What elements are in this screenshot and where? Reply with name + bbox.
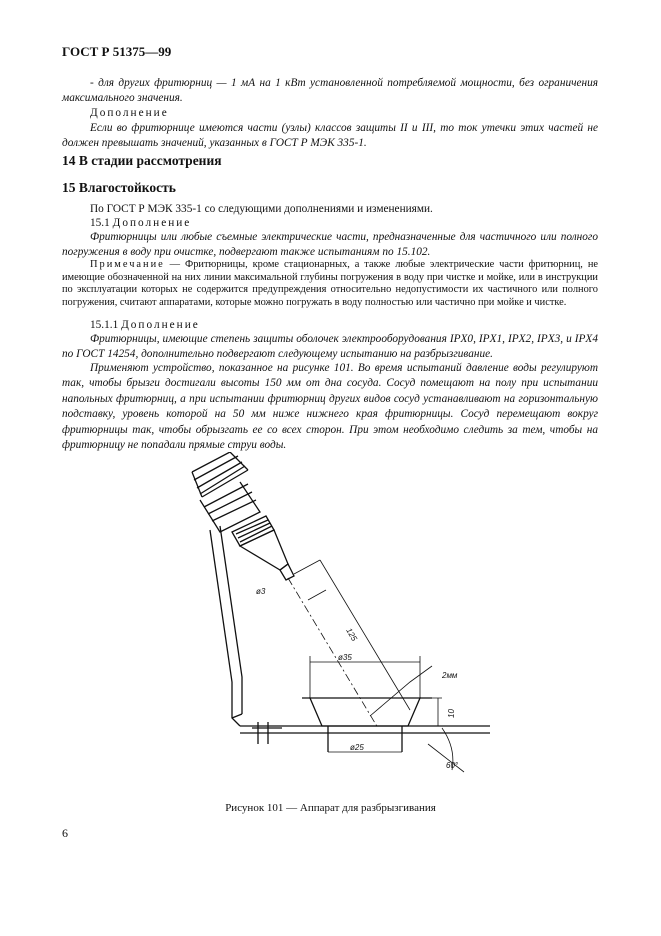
spray-apparatus-figure <box>170 452 510 797</box>
paragraph-ipx: Фритюрницы, имеющие степень защиты оболочек электрооборудования IPX0, IPX1, IPX2, IPX3, и IPX4 по ГОСТ 14254, дополнительно подвергают следующему испытанию на разбрызгивание. <box>62 333 598 360</box>
paragraph-immersion: Фритюрницы или любые съемные электрические части, предназначенные для частичного или полного погружения в воду при очистке, подвергают также испытаниям по 15.102. <box>62 231 598 258</box>
paragraph-intro-15: По ГОСТ Р МЭК 335-1 со следующими дополнениями и изменениями. <box>90 203 433 215</box>
label-length: 125 <box>344 626 359 643</box>
clause-number: 15.1.1 <box>90 319 119 331</box>
page-number: 6 <box>62 826 68 840</box>
paragraph-procedure: Применяют устройство, показанное на рисунке 101. Во время испытаний давление воды регулируют так, чтобы брызги достигали высоты 150 мм от дна сосуда. Сосуд помещают на полу при испытании напольных фритюрниц, а при испытании фритюрниц других видов сосуд устанавливают на горизонтальную подставку, уровень которой на 50 мм ниже нижнего края фритюрницы. Сосуд перемещают вокруг фритюрницы так, чтобы обрызгать ее со всех сторон. При этом необходимо следить за тем, чтобы на фритюрницу не попадали прямые струи воды. <box>62 362 598 452</box>
addition-label: Дополнение <box>90 107 169 119</box>
label-bottom-diameter: ø25 <box>350 743 364 752</box>
figure-caption: Рисунок 101 — Аппарат для разбрызгивания <box>225 802 436 814</box>
label-angle: 60° <box>446 761 459 770</box>
clause-number: 15.1 <box>90 217 110 229</box>
label-height: 10 <box>447 709 456 718</box>
clause-15-1 <box>62 216 598 231</box>
label-top-diameter: ø35 <box>338 653 352 662</box>
label-nozzle-diameter: ø3 <box>256 587 266 596</box>
section-heading-15: 15 Влагостойкость <box>62 180 176 195</box>
note-label: Примечание <box>90 259 165 270</box>
clause-label: Дополнение <box>112 217 192 229</box>
clause-15-1-1 <box>62 318 598 333</box>
clause-label: Дополнение <box>121 319 200 331</box>
note-text: — Фритюрницы, кроме стационарных, а также любые электрические части фритюрниц, не имеющие обозначенной на них линии максимальной глубины погружения в воду при чистке и мойке, или в инструкции по эксплуатации которых не содержится предупреждения относительно недопустимости их частичного или полного погружения, считают аппаратами, которые можно погружать в воду полностью или частично при мойке и чистке. <box>62 259 598 308</box>
document-header: ГОСТ Р 51375—99 <box>62 44 172 59</box>
section-heading-14: 14 В стадии рассмотрения <box>62 153 222 168</box>
note <box>62 259 598 309</box>
paragraph-leakage-limit: - для других фритюрниц — 1 мА на 1 кВт установленной потребляемой мощности, без ограничения максимального значения. <box>62 77 598 104</box>
label-wall: 2мм <box>442 671 458 680</box>
paragraph-protection-classes: Если во фритюрнице имеются части (узлы) классов защиты II и III, то ток утечки этих частей не должен превышать значений, указанных в ГОСТ Р МЭК 335-1. <box>62 122 598 149</box>
